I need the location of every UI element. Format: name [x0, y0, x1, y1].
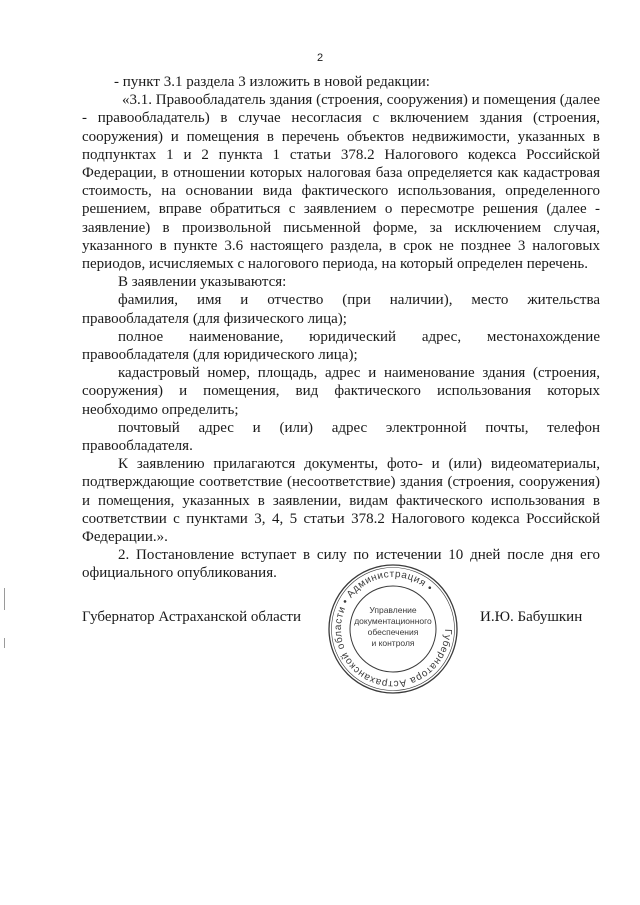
seal-center-line: и контроля: [371, 638, 415, 648]
seal-center-line: документационного: [354, 616, 432, 626]
amendment-intro: - пункт 3.1 раздела 3 изложить в новой редакции:: [114, 74, 430, 90]
attachments-paragraph: К заявлению прилагаются документы, фото- и (или) видеоматериалы, подтверждающие соответствие (несоответствие) здания (строения, сооружения) и помещения, указанных в заявлении, видам фактического использования в соответствии с пунктами 3, 4, 5 статьи 378.2 Налогового кодекса Российской Федерации.».: [82, 456, 600, 546]
list-item-contacts: почтовый адрес и (или) адрес электронной почты, телефон правообладателя.: [82, 419, 600, 455]
list-item-property: кадастровый номер, площадь, адрес и наименование здания (строения, сооружения) и помещения, вид фактического использования которых необходимо определить;: [82, 365, 600, 418]
scan-edge-mark: [4, 638, 5, 648]
scan-edge-mark: [4, 588, 5, 610]
entry-into-force: 2. Постановление вступает в силу по истечении 10 дней после дня его официального опубликования.: [82, 547, 600, 582]
page-number: 2: [316, 52, 324, 64]
seal-ring-text: Губернатора Астраханской области • Администрация •: [332, 568, 454, 690]
list-item-individual: фамилия, имя и отчество (при наличии), место жительства правообладателя (для физического лица);: [82, 292, 600, 327]
application-heading: В заявлении указываются:: [118, 274, 287, 291]
seal-center-line: Управление: [369, 605, 417, 615]
clause-3-1: «3.1. Правообладатель здания (строения, сооружения) и помещения (далее - правообладатель) в случае несогласия с включением здания (строения, сооружения) и помещения в перечень объектов недвижимости, указанных в подпунктах 1 и 2 пункта 1 статьи 378.2 Налогового кодекса Российской Федерации, в отношении которых налоговая база определяется как кадастровая стоимость, на основании вида фактического использования, определенного решением, вправе обратиться с заявлением о пересмотре решения (далее - заявление) в произвольной письменной форме, за исключением случая, указанного в пункте 3.6 настоящего раздела, в срок не позднее 3 налоговых периодов, исчисляемых с налогового периода, на который определен перечень.: [82, 92, 600, 273]
document-body: [82, 73, 600, 583]
official-seal: [326, 562, 460, 696]
seal-center-line: обеспечения: [367, 627, 419, 637]
signatory-position: Губернатор Астраханской области: [82, 609, 302, 625]
list-item-legal-entity: полное наименование, юридический адрес, местонахождение правообладателя (для юридического лица);: [82, 328, 600, 364]
signatory-name: И.Ю. Бабушкин: [480, 609, 583, 625]
